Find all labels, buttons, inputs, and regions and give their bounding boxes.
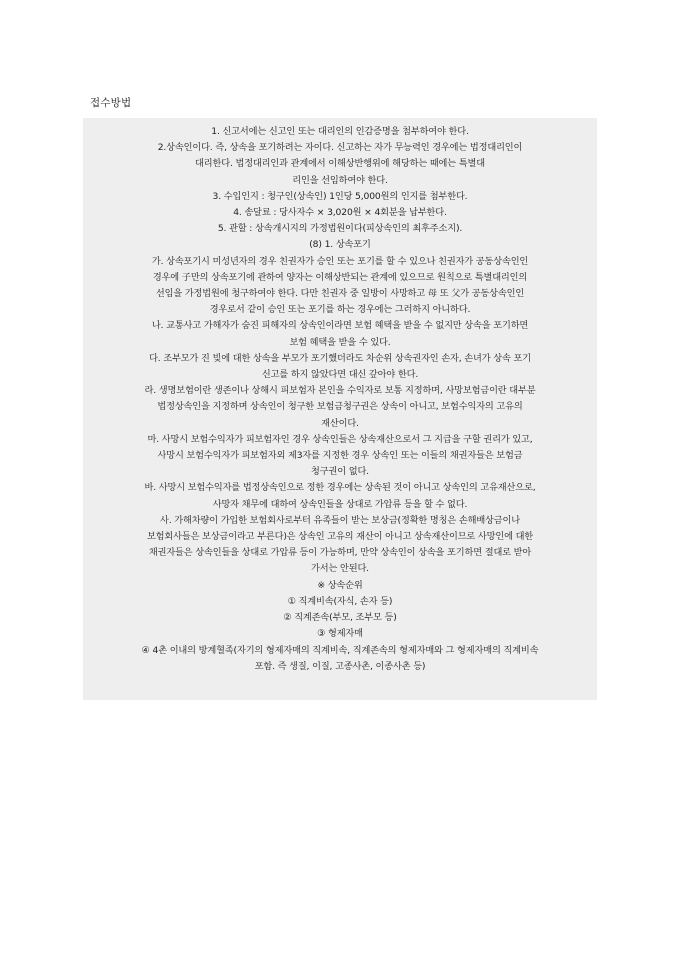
text-line: 청구권이 없다.	[311, 466, 369, 478]
text-line: 경우로서 같이 승인 또는 포기를 하는 경우에는 그러하지 아니하다.	[209, 304, 471, 316]
text-line: 신고를 하지 않았다면 대신 갚아야 한다.	[261, 369, 419, 381]
text-line: 법정상속인을 지정하며 상속인이 청구한 보험금청구권은 상속이 아니고, 보험수익자의 고유의	[157, 401, 523, 413]
text-line: 3. 수입인지 : 청구인(상속인) 1인당 5,000원의 인지를 첨부한다.	[212, 190, 468, 202]
text-line: 다. 조부모가 진 빚에 대한 상속을 부모가 포기했더라도 차순위 상속권자인 손자, 손녀가 상속 포기	[149, 352, 531, 364]
text-line: 사망시 보험수익자가 피보험자외 제3자를 지정한 경우 상속인 또는 이들의 채권자들은 보험금	[157, 450, 523, 462]
text-line: 5. 관할 : 상속개시지의 가정법원이다(피상속인의 최후주소지).	[217, 223, 463, 235]
text-line: 나. 교통사고 가해자가 숨진 피해자의 상속인이라면 보험 혜택을 받을 수 없지만 상속을 포기하면	[151, 320, 529, 332]
text-line: (8) 1. 상속포기	[309, 239, 371, 251]
text-line: 라. 생명보험이란 생존이나 상해시 피보험자 본인을 수익자로 보통 지정하며, 사망보험금이란 대부분	[144, 385, 536, 397]
text-line: 가. 상속포기시 미성년자의 경우 친권자가 승인 또는 포기를 할 수 있으나 친권자가 공동상속인인	[151, 255, 529, 267]
section-heading: 접수방법	[90, 97, 132, 109]
text-line: 사. 가해차량이 가입한 보험회사로부터 유족들이 받는 보상금(정확한 명칭은 손해배상금이나	[160, 514, 520, 526]
content-box	[83, 118, 597, 700]
text-line: 마. 사망시 보험수익자가 피보험자인 경우 상속인들은 상속재산으로서 그 지급을 구할 권리가 있고,	[147, 433, 533, 445]
text-line: 보험 혜택을 받을 수 있다.	[289, 336, 391, 348]
text-line: 바. 사망시 보험수익자를 법정상속인으로 정한 경우에는 상속된 것이 아니고 상속인의 고유재산으로,	[144, 482, 536, 494]
text-line: 경우에 子만의 상속포기에 관하여 양자는 이해상반되는 관계에 있으므로 원칙으로 특별대리인의	[152, 271, 528, 283]
text-line: ※ 상속순위	[317, 579, 363, 591]
text-line: 1. 신고서에는 신고인 또는 대리인의 인감증명을 첨부하여야 한다.	[211, 126, 469, 137]
text-line: ① 직계비속(자식, 손자 등)	[287, 595, 393, 607]
text-line: 가서는 안된다.	[311, 563, 369, 575]
text-line: ③ 형제자매	[317, 628, 363, 640]
text-line: 선임을 가정법원에 청구하여야 한다. 다만 친권자 중 일방이 사망하고 母 또 父가 공동상속인인	[155, 288, 525, 300]
text-line: ④ 4촌 이내의 방계혈족(자기의 형제자매의 직계비속, 직계존속의 형제자매와 그 형제자매의 직계비속	[141, 644, 539, 656]
text-line: 보험회사들은 보상금이라고 부른다)은 상속인 고유의 재산이 아니고 상속재산이므로 사망인에 대한	[146, 531, 534, 543]
text-line: 4. 송달료 : 당사자수 × 3,020원 × 4회분을 납부한다.	[233, 207, 447, 219]
text-line: 리인을 선임하여야 한다.	[292, 174, 388, 186]
text-line: 포함. 즉 생질, 이질, 고종사촌, 이종사촌 등)	[254, 660, 426, 672]
text-line: 대리한다. 법정대리인과 관계에서 이해상반행위에 해당하는 때에는 특별대	[195, 158, 485, 170]
text-line: 재산이다.	[321, 417, 359, 429]
text-line: ② 직계존속(부모, 조부모 등)	[283, 612, 397, 624]
text-line: 채권자들은 상속인들을 상대로 가압류 등이 가능하며, 만약 상속인이 상속을 포기하면 절대로 받아	[148, 547, 532, 559]
text-line: 2.상속인이다. 즉, 상속을 포기하려는 자이다. 신고하는 자가 무능력인 경우에는 법정대리인이	[157, 142, 523, 154]
text-line: 사망자 채무에 대하여 상속인들을 상대로 가압류 등을 할 수 없다.	[212, 498, 468, 510]
